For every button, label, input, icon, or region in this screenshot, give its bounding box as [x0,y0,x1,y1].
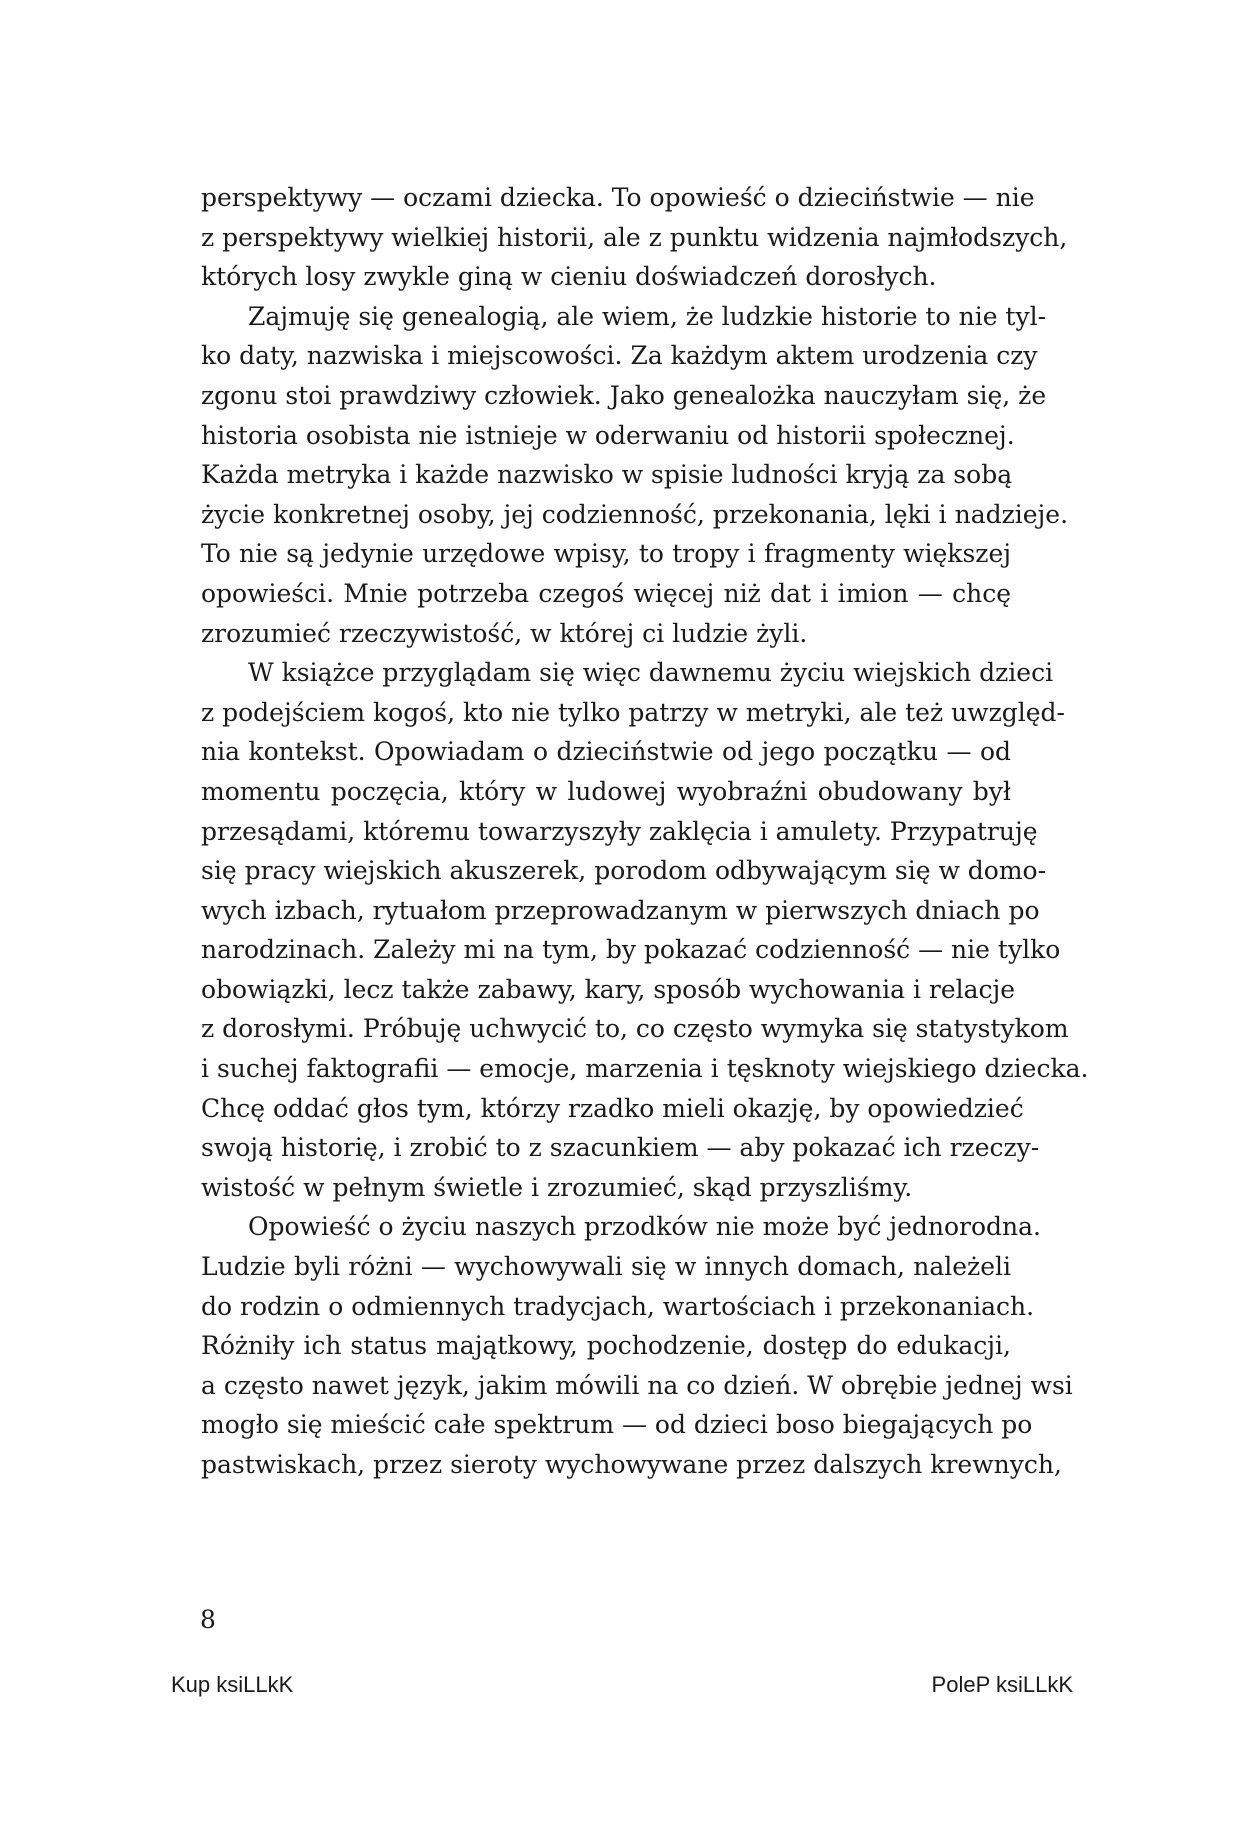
text-line: których losy zwykle giną w cieniu doświadczeń dorosłych. [201,262,937,292]
text-line: momentu poczęcia, który w ludowej wyobraźni obudowany był [201,776,1011,806]
text-line: perspektywy — oczami dziecka. To opowieść o dzieciństwie — nie [201,183,1035,212]
text-line: Każda metryka i każde nazwisko w spisie ludności kryją za sobą [201,460,1013,490]
text-line: mogło się mieścić całe spektrum — od dzieci boso biegających po [201,1410,1033,1440]
text-line: historia osobista nie istnieje w oderwaniu od historii społecznej. [201,420,1015,450]
body-text [201,178,1089,1485]
text-line: Chcę oddać głos tym, którzy rzadko mieli okazję, by opowiedzieć [201,1093,1024,1123]
text-line: do rodzin o odmiennych tradycjach, wartościach i przekonaniach. [201,1291,1035,1321]
text-line: a często nawet język, jakim mówili na co dzień. W obrębie jednej wsi [201,1370,1073,1400]
text-line: Zajmuję się genealogią, ale wiem, że ludzkie historie to nie tyl- [248,301,1047,331]
footer-buy-book-link[interactable]: Kup ksiLLkK [171,1672,294,1697]
text-line: i suchej faktografii — emocje, marzenia i tęsknoty wiejskiego dziecka. [201,1054,1089,1084]
text-line: obowiązki, lecz także zabawy, kary, sposób wychowania i relacje [201,974,1016,1004]
text-line: wistość w pełnym świetle i zrozumieć, skąd przyszliśmy. [201,1172,913,1202]
text-line: zrozumieć rzeczywistość, w której ci ludzie żyli. [201,618,808,648]
text-line: ko daty, nazwiska i miejscowości. Za każdym aktem urodzenia czy [201,341,1038,371]
text-line: zgonu stoi prawdziwy człowiek. Jako genealożka nauczyłam się, że [201,380,1047,410]
text-line: z perspektywy wielkiej historii, ale z punktu widzenia najmłodszych, [201,222,1068,252]
text-line: opowieści. Mnie potrzeba czegoś więcej niż dat i imion — chcę [201,578,1011,608]
text-line: się pracy wiejskich akuszerek, porodom odbywającym się w domo- [201,856,1047,886]
text-line: Ludzie byli różni — wychowywali się w innych domach, należeli [201,1252,1011,1282]
text-line: W książce przyglądam się więc dawnemu życiu wiejskich dzieci [248,658,1054,688]
text-line: wych izbach, rytuałom przeprowadzanym w pierwszych dniach po [201,895,1040,925]
text-line: z podejściem kogoś, kto nie tylko patrzy w metryki, ale też uwzględ- [201,697,1065,727]
text-line: narodzinach. Zależy mi na tym, by pokazać codzienność — nie tylko [201,935,1061,965]
text-line: Opowieść o życiu naszych przodków nie może być jednorodna. [248,1212,1042,1242]
footer-recommend-book-link[interactable]: PoleP ksiLLkK [931,1672,1073,1697]
text-line: przesądami, któremu towarzyszyły zaklęcia i amulety. Przypatruję [201,816,1038,846]
text-line: swoją historię, i zrobić to z szacunkiem — aby pokazać ich rzeczy- [201,1133,1040,1163]
text-line: To nie są jedynie urzędowe wpisy, to tropy i fragmenty większej [201,539,1011,569]
text-line: z dorosłymi. Próbuję uchwycić to, co często wymyka się statystykom [201,1014,1069,1044]
page-number: 8 [200,1605,216,1634]
text-line: nia kontekst. Opowiadam o dzieciństwie od jego początku — od [201,737,1011,767]
text-line: Różniły ich status majątkowy, pochodzenie, dostęp do edukacji, [201,1331,1011,1361]
text-line: życie konkretnej osoby, jej codzienność, przekonania, lęki i nadzieje. [201,499,1069,529]
text-line: pastwiskach, przez sieroty wychowywane przez dalszych krewnych, [201,1450,1062,1479]
